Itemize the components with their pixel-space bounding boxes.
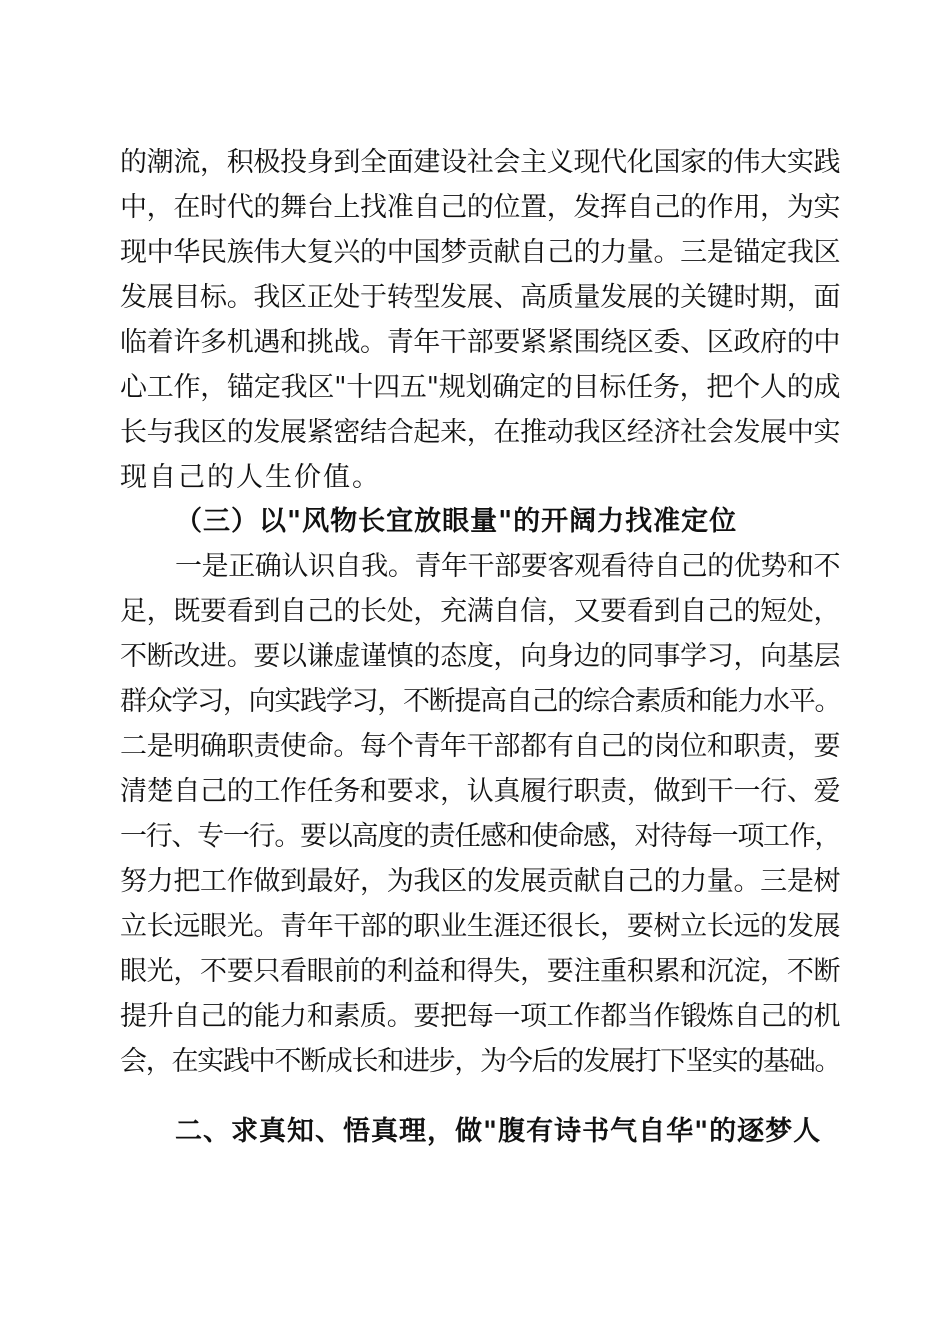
body-text-line: 会，在实践中不断成长和进步，为今后的发展打下坚实的基础。 (120, 1046, 840, 1077)
section-subheading: （三）以"风物长宜放眼量"的开阔力找准定位 (175, 506, 738, 537)
body-text-line: 一是正确认识自我。青年干部要客观看待自己的优势和不 (175, 551, 840, 582)
body-text-line: 清楚自己的工作任务和要求，认真履行职责，做到干一行、爱 (120, 776, 840, 807)
body-text-line: 二是明确职责使命。每个青年干部都有自己的岗位和职责，要 (120, 731, 840, 762)
body-text-line: 提升自己的能力和素质。要把每一项工作都当作锻炼自己的机 (120, 1001, 840, 1032)
body-text-line: 立长远眼光。青年干部的职业生涯还很长，要树立长远的发展 (120, 911, 840, 942)
body-text-line: 现自己的人生价值。 (120, 462, 381, 493)
body-text-line: 现中华民族伟大复兴的中国梦贡献自己的力量。三是锚定我区 (120, 237, 840, 268)
section-heading: 二、求真知、悟真理，做"腹有诗书气自华"的逐梦人 (175, 1116, 822, 1147)
body-text-line: 努力把工作做到最好，为我区的发展贡献自己的力量。三是树 (120, 866, 840, 897)
body-text-line: 发展目标。我区正处于转型发展、高质量发展的关键时期，面 (120, 282, 840, 313)
body-text-line: 临着许多机遇和挑战。青年干部要紧紧围绕区委、区政府的中 (120, 327, 840, 358)
body-text-line: 群众学习，向实践学习，不断提高自己的综合素质和能力水平。 (120, 686, 840, 717)
body-text-line: 长与我区的发展紧密结合起来，在推动我区经济社会发展中实 (120, 417, 840, 448)
body-text-line: 一行、专一行。要以高度的责任感和使命感，对待每一项工作， (120, 821, 840, 852)
body-text-line: 足，既要看到自己的长处，充满自信，又要看到自己的短处， (120, 596, 840, 627)
body-text-line: 中，在时代的舞台上找准自己的位置，发挥自己的作用，为实 (120, 192, 840, 223)
body-text-line: 眼光，不要只看眼前的利益和得失，要注重积累和沉淀，不断 (120, 956, 840, 987)
body-text-line: 不断改进。要以谦虚谨慎的态度，向身边的同事学习，向基层 (120, 641, 840, 672)
body-text-line: 的潮流，积极投身到全面建设社会主义现代化国家的伟大实践 (120, 147, 840, 178)
body-text-line: 心工作，锚定我区"十四五"规划确定的目标任务，把个人的成 (120, 372, 840, 403)
